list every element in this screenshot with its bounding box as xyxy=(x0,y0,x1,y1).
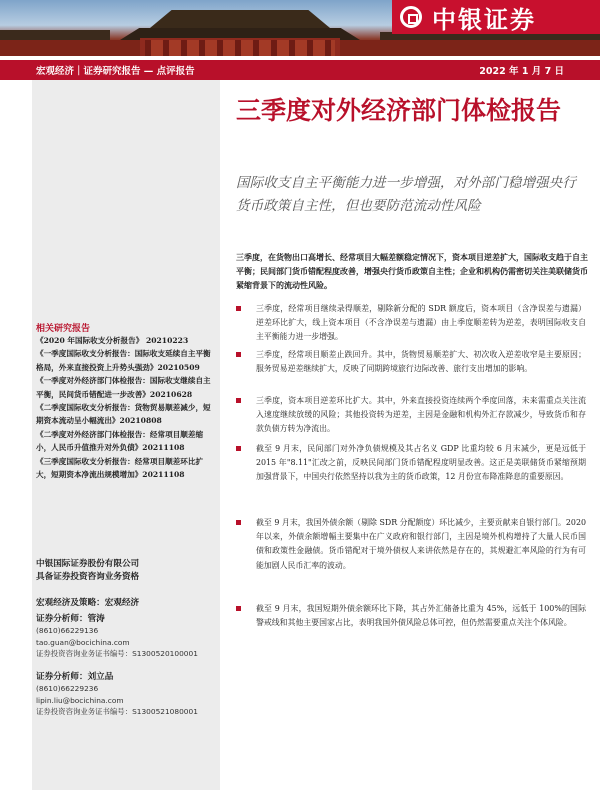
analyst-email[interactable]: lipin.liu@bocichina.com xyxy=(36,695,124,705)
report-summary: 三季度，在货物出口高增长、经常项目大幅差额稳定情况下，资本项目逆差扩大，国际收支趋于自主平衡；民间部门货币错配程度改善，增强央行货币政策自主性；企业和机构仍需密切关注美联储货币紧缩背景下的流动性风险。 xyxy=(236,252,588,290)
key-point xyxy=(256,348,586,376)
analyst-cert: 证券投资咨询业务证书编号：S1300520100001 xyxy=(36,649,198,659)
related-report-item: 《2020 年国际收支分析报告》 20210223 xyxy=(36,336,189,345)
key-point xyxy=(256,442,586,485)
analyst-phone: (8610)66229236 xyxy=(36,684,99,694)
analyst-name: 证券分析师：管涛 xyxy=(36,614,105,624)
report-category: 宏观经济｜证券研究报告 — 点评报告 xyxy=(36,66,195,77)
analyst-name: 证券分析师：刘立品 xyxy=(36,672,114,682)
brand-logo-text: 中银证券 xyxy=(432,5,536,34)
related-report-item: 《一季度对外经济部门体检报告：国际收支继续自主平衡，民间货币错配进一步改善》20210628 xyxy=(36,376,211,399)
key-point xyxy=(256,602,586,630)
report-subtitle: 国际收支自主平衡能力进一步增强，对外部门稳增强央行货币政策自主性，但也要防范流动性风险 xyxy=(236,175,576,214)
bullet-square-icon xyxy=(236,446,241,451)
report-date: 2022 年 1 月 7 日 xyxy=(479,66,564,77)
analyst-card xyxy=(36,672,216,718)
analyst-phone: (8610)66229136 xyxy=(36,626,99,636)
key-point-text: 截至 9 月末，我国外债余额（剔除 SDR 分配额度）环比减少，主要贡献来自银行部门。2020 年以来，外债余额增幅主要集中在广义政府和银行部门，主因是境外机构增持了大量人民币国债和政策性金融债。货币错配对于境外债权人来讲依然是存在的，其规避汇率风险的行为有可能加剧人民币汇率的波动。 xyxy=(256,518,586,570)
key-point-text: 截至 9 月末，民间部门对外净负债规模及其占名义 GDP 比重均较 6 月末减少，更是远低于 2015 年"8.11"汇改之前，反映民间部门货币错配程度明显改善。这正是美联储货币紧缩预期加强背景下，中国央行依然坚持以我为主的货币政策，12 月份宣布降准降息的重要原因。 xyxy=(256,444,586,482)
related-report-item: 《二季度对外经济部门体检报告：经常项目顺差缩小，人民币升值推升对外负债》20211108 xyxy=(36,429,204,453)
firm-name: 中银国际证券股份有限公司 xyxy=(36,559,140,569)
analyst-email[interactable]: tao.guan@bocichina.com xyxy=(36,637,130,647)
related-report-item: 《一季度国际收支分析报告：国际收支延续自主平衡格局，外来直接投资上升势头强劲》20210509 xyxy=(36,349,211,372)
key-point xyxy=(256,302,586,345)
macro-strategy-label: 宏观经济及策略：宏观经济 xyxy=(36,598,140,608)
key-point-text: 三季度，经常项目顺差止跌回升。其中，货物贸易顺差扩大、初次收入逆差收窄是主要原因；服务贸易逆差继续扩大，反映了同期跨境旅行边际改善、旅行支出增加的影响。 xyxy=(256,350,586,374)
key-point-text: 截至 9 月末，我国短期外债余额环比下降，其占外汇储备比重为 45%，远低于 100%的国际警戒线和其他主要国家占比，表明我国外债风险总体可控，但仍然需要重点关注个体风险。 xyxy=(256,604,586,628)
analyst-card xyxy=(36,614,216,660)
bullet-square-icon xyxy=(236,606,241,611)
bullet-square-icon xyxy=(236,306,241,311)
report-title: 三季度对外经济部门体检报告 xyxy=(236,96,562,125)
key-point xyxy=(256,394,586,437)
bullet-square-icon xyxy=(236,352,241,357)
report-header-bar xyxy=(0,60,600,80)
related-reports-list xyxy=(36,334,216,481)
related-report-item: 《三季度国际收支分析报告：经常项目顺差环比扩大，短期资本净流出规模增加》20211108 xyxy=(36,456,204,480)
bullet-square-icon xyxy=(236,520,241,525)
firm-info xyxy=(36,558,216,584)
key-point-text: 三季度，经常项目继续录得顺差，剔除新分配的 SDR 额度后，资本项目（含净误差与遗漏）逆差环比扩大，线上资本项目（不含净误差与遗漏）由上季度顺差转为逆差，表明国际收支自主平衡能力进一步增强。 xyxy=(256,304,586,342)
firm-qualification: 具备证券投资咨询业务资格 xyxy=(36,572,140,582)
bullet-square-icon xyxy=(236,398,241,403)
analyst-cert: 证券投资咨询业务证书编号：S1300521080001 xyxy=(36,707,198,717)
related-reports-title: 相关研究报告 xyxy=(36,324,91,334)
related-report-item: 《二季度国际收支分析报告：货物贸易顺差减少，短期资本流动呈小幅流出》20210808 xyxy=(36,403,211,426)
boc-logo-icon xyxy=(400,6,422,28)
key-point xyxy=(256,516,586,573)
brand-logo xyxy=(392,0,600,34)
key-point-text: 三季度，资本项目逆差环比扩大。其中，外来直接投资连续两个季度回落，未来需重点关注流入速度继续放缓的风险；其他投资转为逆差，主因是金融和机构外汇存款减少，导致货币和存款负债方转为净流出。 xyxy=(256,396,586,434)
